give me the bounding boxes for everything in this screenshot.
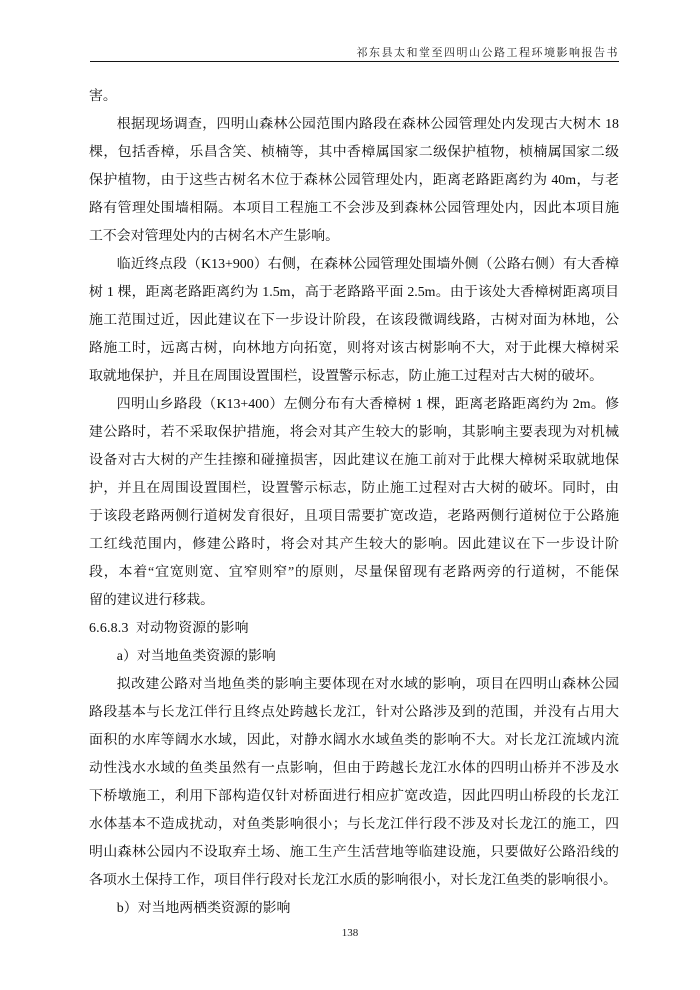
text-line: 根据现场调查，四明山森林公园范围内路段在森林公园管理处内发现古大树木 18	[116, 117, 619, 132]
text-line: 保护植物，由于这些古树名木位于森林公园管理处内，距离老路距离约为 40m，与老	[89, 173, 619, 188]
text-line: 段，本着“宜宽则宽、宜窄则窄”的原则，尽量保留现有老路两旁的行道树，不能保	[89, 565, 619, 580]
text-line: a）对当地鱼类资源的影响	[116, 649, 276, 664]
text-line: 路段基本与长龙江伴行且终点处跨越长龙江，针对公路涉及到的范围，并没有占用大	[89, 705, 619, 720]
text-line: 设备对古大树的产生挂擦和碰撞损害，因此建议在施工前对于此棵大樟树采取就地保	[89, 453, 619, 468]
page-header	[90, 44, 619, 60]
text-line: 动性浅水水域的鱼类虽然有一点影响，但由于跨越长龙江水体的四明山桥并不涉及水	[89, 761, 619, 776]
text-line: 害。	[89, 89, 117, 104]
text-line: 建公路时，若不采取保护措施，将会对其产生较大的影响，其影响主要表现为对机械	[89, 425, 619, 440]
text-line: b）对当地两栖类资源的影响	[116, 901, 291, 916]
text-line: 树 1 棵，距离老路距离约为 1.5m，高于老路路平面 2.5m。由于该处大香樟树距离项目	[89, 285, 619, 300]
text-line: 于该段老路两侧行道树发育很好，且项目需要扩宽改造，老路两侧行道树位于公路施	[89, 509, 619, 524]
text-line: 临近终点段（K13+900）右侧，在森林公园管理处围墙外侧（公路右侧）有大香樟	[116, 257, 619, 272]
text-line: 路有管理处围墙相隔。本项目工程施工不会涉及到森林公园管理处内，因此本项目施	[89, 201, 619, 216]
text-line: 工不会对管理处内的古树名木产生影响。	[89, 229, 340, 244]
header-rule	[90, 61, 619, 62]
text-line: 下桥墩施工，利用下部构造仅针对桥面进行相应扩宽改造，因此四明山桥段的长龙江	[89, 789, 619, 804]
section-heading: 6.6.8.3 对动物资源的影响	[89, 621, 249, 636]
document-lines	[89, 83, 619, 923]
text-line: 施工范围过近，因此建议在下一步设计阶段，在该段微调线路，古树对面为林地，公	[89, 313, 619, 328]
text-line: 各项水土保持工作，项目伴行段对长龙江水质的影响很小，对长龙江鱼类的影响很小。	[89, 873, 617, 888]
text-line: 工红线范围内，修建公路时，将会对其产生较大的影响。因此建议在下一步设计阶	[89, 537, 619, 552]
text-line: 明山森林公园内不设取弃土场、施工生产生活营地等临建设施，只要做好公路沿线的	[89, 845, 619, 860]
text-line: 四明山乡路段（K13+400）左侧分布有大香樟树 1 棵，距离老路距离约为 2m。修	[116, 397, 619, 412]
page-number: 138	[341, 927, 359, 939]
text-line: 留的建议进行移栽。	[89, 593, 215, 608]
text-line: 护，并且在周围设置围栏，设置警示标志，防止施工过程对古大树的破坏。同时，由	[89, 481, 619, 496]
text-line: 取就地保护，并且在周围设置围栏，设置警示标志，防止施工过程对古大树的破坏。	[89, 369, 603, 384]
text-line: 拟改建公路对当地鱼类的影响主要体现在对水域的影响，项目在四明山森林公园	[116, 677, 619, 692]
text-line: 棵，包括香樟，乐昌含笑、桢楠等，其中香樟属国家二级保护植物，桢楠属国家二级	[89, 145, 619, 160]
text-line: 面积的水库等阔水水域，因此，对静水阔水水域鱼类的影响不大。对长龙江流域内流	[89, 733, 619, 748]
text-line: 路施工时，远离古树，向林地方向拓宽，则将对该古树影响不大，对于此棵大樟树采	[89, 341, 619, 356]
header-title: 祁东县太和堂至四明山公路工程环境影响报告书	[356, 47, 619, 59]
text-line: 水体基本不造成扰动，对鱼类影响很小；与长龙江伴行段不涉及对长龙江的施工，四	[89, 817, 619, 832]
page-footer	[0, 927, 700, 939]
